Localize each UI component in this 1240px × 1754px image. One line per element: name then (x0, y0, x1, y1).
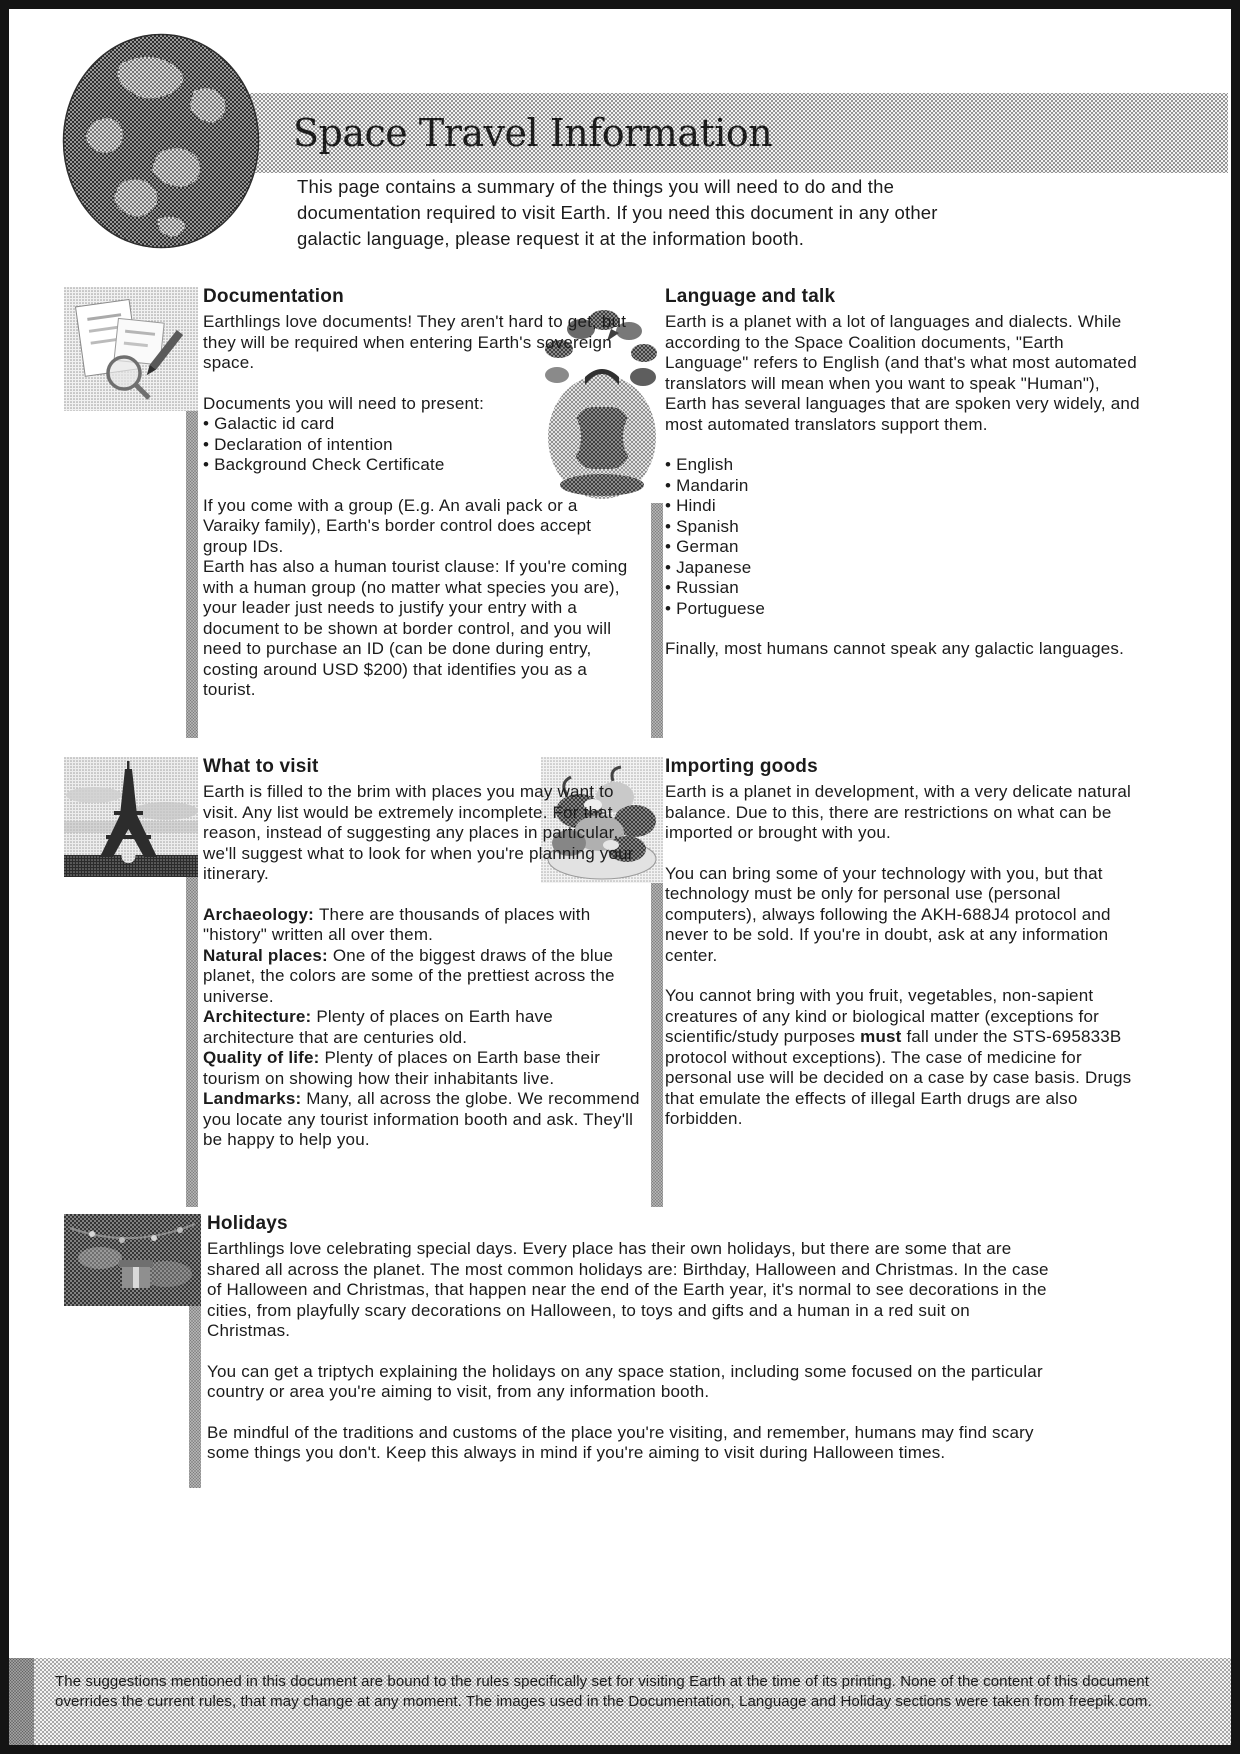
visit-heading: What to visit (203, 756, 319, 777)
footer-left-edge (9, 1658, 34, 1745)
footer-disclaimer: The suggestions mentioned in this document are bound to the rules specifically set for visiting Earth at the time of its printing. None of the content of this document overrides the current rules, that may change at any moment. The images used in the Documentation, Language and Holiday sections were taken from freepik.com. (55, 1673, 1152, 1710)
section-documentation (203, 285, 639, 701)
feature-label: Natural places: (203, 945, 333, 965)
language-heading: Language and talk (665, 286, 836, 307)
holidays-paragraph: Be mindful of the traditions and customs of the place you're visiting, and remember, humans may find scary some things you don't. Keep this always in mind if you're aiming to visit during Halloween times. (207, 1422, 1034, 1462)
feature-text: There are thousands of places with "history" written all over them. (203, 904, 591, 944)
visit-feature (203, 946, 645, 1008)
section-importing-goods (665, 755, 1145, 1130)
feature-text: Plenty of places on Earth base their tourism on showing how their inhabitants live. (203, 1048, 601, 1088)
languages-list (665, 455, 1145, 619)
holidays-heading: Holidays (207, 1213, 288, 1234)
dotted-divider (186, 877, 198, 1207)
page-title: Space Travel Information (293, 111, 773, 155)
visit-feature (203, 1007, 645, 1048)
list-item: • Hindi (665, 496, 1145, 517)
holidays-photo (64, 1214, 201, 1311)
list-item: • Background Check Certificate (203, 455, 639, 476)
earth-halftone-icon (62, 33, 260, 249)
documentation-heading: Documentation (203, 286, 344, 307)
earth-photo (62, 33, 260, 249)
section-what-to-visit (203, 755, 645, 1151)
list-item: • Portuguese (665, 599, 1145, 620)
documentation-paragraph: Earthlings love documents! They aren't hard to get, but they will be required when entering Earth's sovereign space. (203, 312, 627, 372)
importing-paragraph: You can bring some of your technology with you, but that technology must be only for personal use (personal computers), always following the AKH-688J4 protocol and never to be sold. If you're in doubt, ask at any information center. (665, 863, 1111, 965)
eiffel-tower-photo (64, 757, 198, 882)
feature-text: One of the biggest draws of the blue planet, the colors are some of the prettiest across the universe. (203, 945, 615, 1006)
visit-feature (203, 1048, 645, 1089)
list-item: • German (665, 537, 1145, 558)
documents-illustration (64, 287, 198, 416)
importing-paragraph: Earth is a planet in development, with a very delicate natural balance. Due to this, there are restrictions on what can be imported or brought with you. (665, 782, 1131, 842)
list-item: • Mandarin (665, 476, 1145, 497)
importing-heading: Importing goods (665, 756, 818, 777)
eiffel-tower-icon (64, 757, 198, 877)
dotted-divider (651, 883, 663, 1207)
list-item: • English (665, 455, 1145, 476)
section-holidays (207, 1212, 1052, 1464)
holidays-paragraph: You can get a triptych explaining the holidays on any space station, including some focused on the particular country or area you're aiming to visit, from any information booth. (207, 1361, 1043, 1401)
feature-text: Many, all across the globe. We recommend you locate any tourist information booth and ask. They'll be happy to help you. (203, 1089, 640, 1149)
documentation-paragraph: If you come with a group (E.g. An avali pack or a Varaiky family), Earth's border control does accept group IDs. (203, 495, 592, 556)
visit-feature (203, 1089, 645, 1151)
visit-paragraph: Earth is filled to the brim with places you may want to visit. Any list would be extremely incomplete. For that reason, instead of suggesting any places in particular, we'll suggest what to look for when you're planning your itinerary. (203, 782, 634, 883)
documents-magnifier-icon (64, 287, 198, 411)
language-paragraph: Finally, most humans cannot speak any galactic languages. (665, 639, 1125, 658)
importing-paragraph (665, 986, 1145, 1130)
dotted-divider (186, 411, 198, 738)
paragraph-text: You cannot bring with you fruit, vegetables, non-sapient creatures of any kind or biological matter (exceptions for scientific/study purposes (665, 986, 1099, 1046)
section-language (665, 285, 1145, 660)
list-item: • Spanish (665, 517, 1145, 538)
feature-label: Architecture: (203, 1007, 317, 1026)
holiday-decorations-icon (64, 1214, 201, 1306)
feature-label: Quality of life: (203, 1048, 325, 1067)
intro-paragraph: This page contains a summary of the things you will need to do and the documentation required to visit Earth. If you need this document in any other galactic language, please request it at the information booth. (297, 176, 938, 249)
documentation-paragraph: Earth has also a human tourist clause: If you're coming with a human group (no matter what species you are), your leader just needs to justify your entry with a document to be shown at border control, and you will need to purchase an ID (can be done during entry, costing around USD $200) that identifies you as a tourist. (203, 557, 628, 699)
paragraph-text: fall under the STS-695833B protocol without exceptions). The case of medicine for personal use will be decided on a case by case basis. Drugs that emulate the effects of illegal Earth drugs are also forbidden. (665, 1027, 1132, 1128)
emphasized-word: must (860, 1027, 902, 1046)
feature-label: Archaeology: (203, 904, 319, 924)
list-item: • Declaration of intention (203, 435, 639, 456)
list-item: • Japanese (665, 558, 1145, 579)
feature-text: Plenty of places on Earth have architecture that are centuries old. (203, 1007, 553, 1047)
documents-list (203, 414, 639, 476)
documentation-list-intro: Documents you will need to present: (203, 393, 485, 413)
visit-feature (203, 905, 645, 946)
holidays-paragraph: Earthlings love celebrating special days. Every place has their own holidays, but there are some that are shared all across the planet. The most common holidays are: Birthday, Halloween and Christmas. In the case of Halloween and Christmas, that happen near the end of the Earth year, it's normal to see decorations in the cities, from playfully scary decorations on Halloween, to toys and gifts and a human in a red suit on Christmas. (207, 1239, 1049, 1340)
language-paragraph: Earth is a planet with a lot of languages and dialects. While according to the Space Coalition documents, "Earth Language" refers to English (and that's what most automated translators will mean when you want to speak "Human"), Earth has several languages that are spoken very widely, and most automated translators support them. (665, 312, 1140, 434)
feature-label: Landmarks: (203, 1089, 307, 1108)
list-item: • Russian (665, 578, 1145, 599)
dotted-divider (651, 503, 663, 738)
dotted-divider (189, 1306, 201, 1488)
list-item: • Galactic id card (203, 414, 639, 435)
